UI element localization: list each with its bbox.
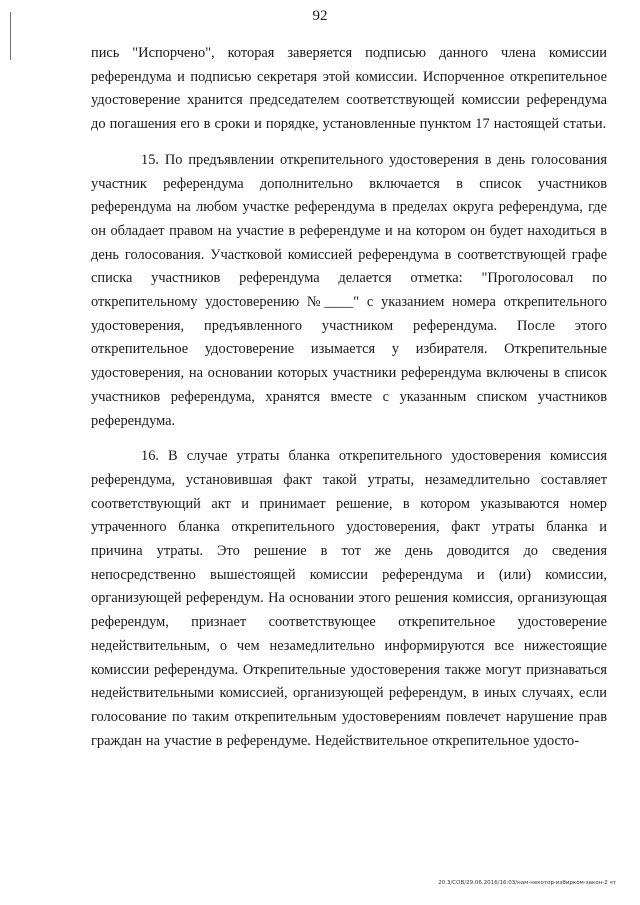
paragraph-15: 15. По предъявлении открепительного удостоверения в день голосования участник референдума дополнительно включается в список участников референдума на любом участке референдума в пределах округа референдума, где он обладает правом на участие в референдуме и на котором он будет находиться в день голосования. Участковой комиссией референдума в соответствующей графе списка участников референдума делается отметка: "Проголосовал по открепительному удостоверению №____" с указанием номера открепительного удостоверения, предъявленного участником референдума. После этого открепительное удостоверение изымается у избирателя. Открепительные удостоверения, на основании которых участники референдума включены в список участников референдума, хранятся вместе с указанным списком участников референдума. xyxy=(91,151,607,429)
paragraph-continuation: пись "Испорчено", которая заверяется подписью данного члена комиссии референдума и подписью секретаря этой комиссии. Испорченное открепительное удостоверение хранится председателем соответствующей комиссии референдума до погашения его в сроки и порядке, установленные пунктом 17 настоящей статьи. xyxy=(91,45,607,133)
page-number: 92 xyxy=(312,8,328,24)
footer-file-code: 20.3/СОВ/29.06.2016/16:03/нам-некотор-избирком-закон-2 чт xyxy=(438,880,616,886)
paragraph-16: 16. В случае утраты бланка открепительного удостоверения комиссия референдума, установившая факт такой утраты, незамедлительно составляет соответствующий акт и принимает решение, в котором указываются номер утраченного бланка открепительного удостоверения, факт утраты бланка и причина утраты. Это решение в тот же день доводится до сведения непосредственно вышестоящей комиссии референдума и (или) комиссии, организующей референдум. На основании этого решения комиссия, организующая референдум, признает соответствующее открепительное удостоверение недействительным, о чем незамедлительно информируются все нижестоящие комиссии референдума. Открепительные удостоверения также могут признаваться недействительными комиссией, организующей референдум, в иных случаях, если голосование по таким открепительным удостоверениям повлечет нарушение прав граждан на участие в референдуме. Недействительное открепительное удосто- xyxy=(91,448,607,749)
document-body xyxy=(91,42,607,753)
